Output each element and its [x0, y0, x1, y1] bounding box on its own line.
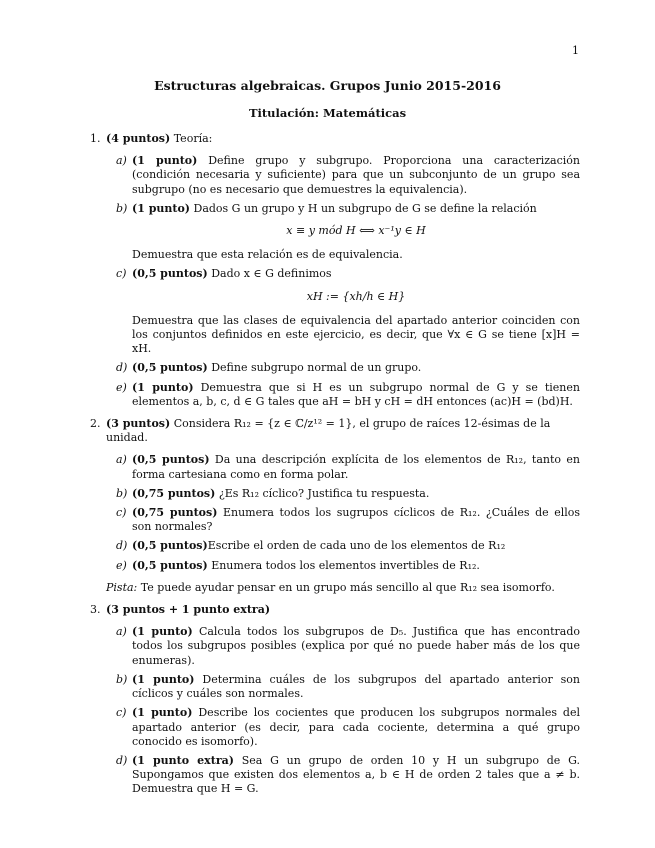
- subquestion-text: Calcula todos los subgrupos de D₅. Justifica que has encontrado todos los subgrupos posibles (explica por qué no puede haber más de los que enumeras).: [132, 625, 580, 667]
- question-1: [92, 132, 580, 409]
- subquestion-3d: [116, 754, 580, 797]
- subquestion-1b: [116, 202, 580, 263]
- subquestion-label: e): [116, 380, 127, 394]
- subquestion-text: Define grupo y subgrupo. Proporciona una caracterización (condición necesaria y suficiente) para que un subconjunto de un grupo sea subgrupo (no es necesario que demuestres la equivalencia).: [132, 154, 580, 196]
- question-text: Teoría:: [173, 132, 213, 145]
- subquestion-points: (0,5 puntos): [132, 267, 208, 281]
- subquestion-label: c): [116, 506, 127, 520]
- question-points: (3 puntos + 1 punto extra): [106, 603, 271, 617]
- subquestion-label: a): [116, 453, 127, 467]
- subquestion-label: a): [116, 625, 127, 639]
- subquestion-points: (1 punto): [132, 706, 193, 720]
- subquestion-text: Dado x ∈ G definimos: [211, 267, 332, 281]
- subquestion-list: [116, 154, 580, 409]
- subquestion-followup: Demuestra que esta relación es de equivalencia.: [132, 248, 403, 262]
- subquestion-3b: [116, 673, 580, 701]
- subquestion-list: [116, 453, 580, 572]
- subquestion-points: (1 punto extra): [132, 753, 234, 767]
- subquestion-label: e): [116, 558, 127, 572]
- subquestion-label: c): [116, 267, 127, 281]
- subquestion-points: (1 punto): [132, 380, 194, 394]
- display-formula: xH := {xh/h ∈ H}: [306, 289, 406, 303]
- subquestion-text: Define subgrupo normal de un grupo.: [211, 361, 422, 375]
- subquestion-label: b): [116, 486, 128, 500]
- subquestion-3a: [116, 625, 580, 668]
- subquestion-points: (1 punto): [132, 201, 190, 215]
- question-number: 2.: [90, 417, 101, 431]
- document-title: Estructuras algebraicas. Grupos Junio 2015-2016: [154, 78, 501, 93]
- question-2: [92, 417, 580, 595]
- subquestion-text: Demuestra que si H es un subgrupo normal de G y se tienen elementos a, b, c, d ∈ G tales que aH = bH y cH = dH entonces (ac)H = (bd)H.: [132, 380, 580, 408]
- subquestion-1d: [116, 361, 580, 375]
- subquestion-points: (0,75 puntos): [132, 486, 216, 500]
- question-number: 1.: [90, 132, 101, 145]
- subquestion-text: Determina cuáles de los subgrupos del apartado anterior son cíclicos y cuáles son normales.: [132, 672, 581, 701]
- subquestion-2e: [116, 559, 580, 573]
- subquestion-text: Describe los cocientes que producen los subgrupos normales del apartado anterior (es decir, para cada cociente, determina a qué grupo conocido es isomorfo).: [132, 706, 580, 748]
- subquestion-label: c): [116, 706, 127, 720]
- subquestion-3c: [116, 706, 580, 749]
- subquestion-list: [116, 625, 580, 796]
- subquestion-followup: Demuestra que las clases de equivalencia del apartado anterior coinciden con los conjuntos definidos en este ejercicio, es decir, que ∀x ∈ G se tiene [x]H = xH.: [132, 313, 580, 356]
- subquestion-label: b): [116, 672, 128, 686]
- subquestion-points: (0,5 puntos): [132, 453, 210, 467]
- subquestion-2d: [116, 539, 580, 553]
- subquestion-1c: [116, 267, 580, 356]
- subquestion-label: d): [116, 753, 128, 767]
- subquestion-text: Da una descripción explícita de los elementos de R₁₂, tanto en forma cartesiana como en forma polar.: [132, 453, 580, 481]
- question-number: 3.: [90, 603, 101, 617]
- hint: [106, 581, 580, 595]
- subquestion-1e: [116, 381, 580, 409]
- hint-label: Pista:: [106, 580, 138, 594]
- page-number: 1: [572, 44, 579, 57]
- subquestion-text: ¿Es R₁₂ cíclico? Justifica tu respuesta.: [218, 486, 430, 500]
- subquestion-points: (0,5 puntos): [132, 539, 208, 553]
- subquestion-points: (1 punto): [132, 672, 195, 686]
- question-points: (4 puntos): [106, 132, 171, 145]
- subquestion-points: (0,5 puntos): [132, 558, 208, 572]
- subquestion-label: d): [116, 361, 128, 375]
- subquestion-points: (1 punto): [132, 625, 193, 639]
- subquestion-text: Enumera todos los sugrupos cíclicos de R₁₂. ¿Cuáles de ellos son normales?: [132, 506, 581, 534]
- document-subtitle: Titulación: Matemáticas: [248, 106, 407, 120]
- subquestion-1a: [116, 154, 580, 197]
- subquestion-text: Enumera todos los elementos invertibles de R₁₂.: [211, 558, 480, 572]
- display-formula: x ≡ y mód H ⟺ x⁻¹y ∈ H: [286, 224, 426, 238]
- subquestion-2b: [116, 487, 580, 501]
- question-header: [92, 132, 580, 146]
- question-3: [92, 603, 580, 796]
- subquestion-label: a): [116, 154, 127, 168]
- subquestion-label: d): [116, 539, 128, 553]
- question-points: (3 puntos): [106, 417, 171, 431]
- hint-text: Te puede ayudar pensar en un grupo más sencillo al que R₁₂ sea isomorfo.: [140, 580, 555, 594]
- question-header: [92, 417, 580, 445]
- subquestion-text: Sea G un grupo de orden 10 y H un subgrupo de G. Supongamos que existen dos elementos a, b ∈ H de orden 2 tales que a ≠ b. Demuestra que H = G.: [132, 753, 580, 796]
- subquestion-text: Dados G un grupo y H un subgrupo de G se define la relación: [193, 201, 537, 215]
- subquestion-label: b): [116, 201, 128, 215]
- subquestion-text: Escribe el orden de cada uno de los elementos de R₁₂: [207, 539, 506, 553]
- subquestion-2c: [116, 506, 580, 534]
- question-list: [92, 132, 580, 805]
- question-text: Considera R₁₂ = {z ∈ ℂ/z¹² = 1}, el grupo de raíces 12-ésimas de la unidad.: [106, 417, 551, 445]
- subquestion-points: (1 punto): [132, 154, 198, 168]
- subquestion-2a: [116, 453, 580, 481]
- question-header: [92, 603, 580, 617]
- subquestion-points: (0,75 puntos): [132, 506, 218, 520]
- subquestion-points: (0,5 puntos): [132, 361, 208, 375]
